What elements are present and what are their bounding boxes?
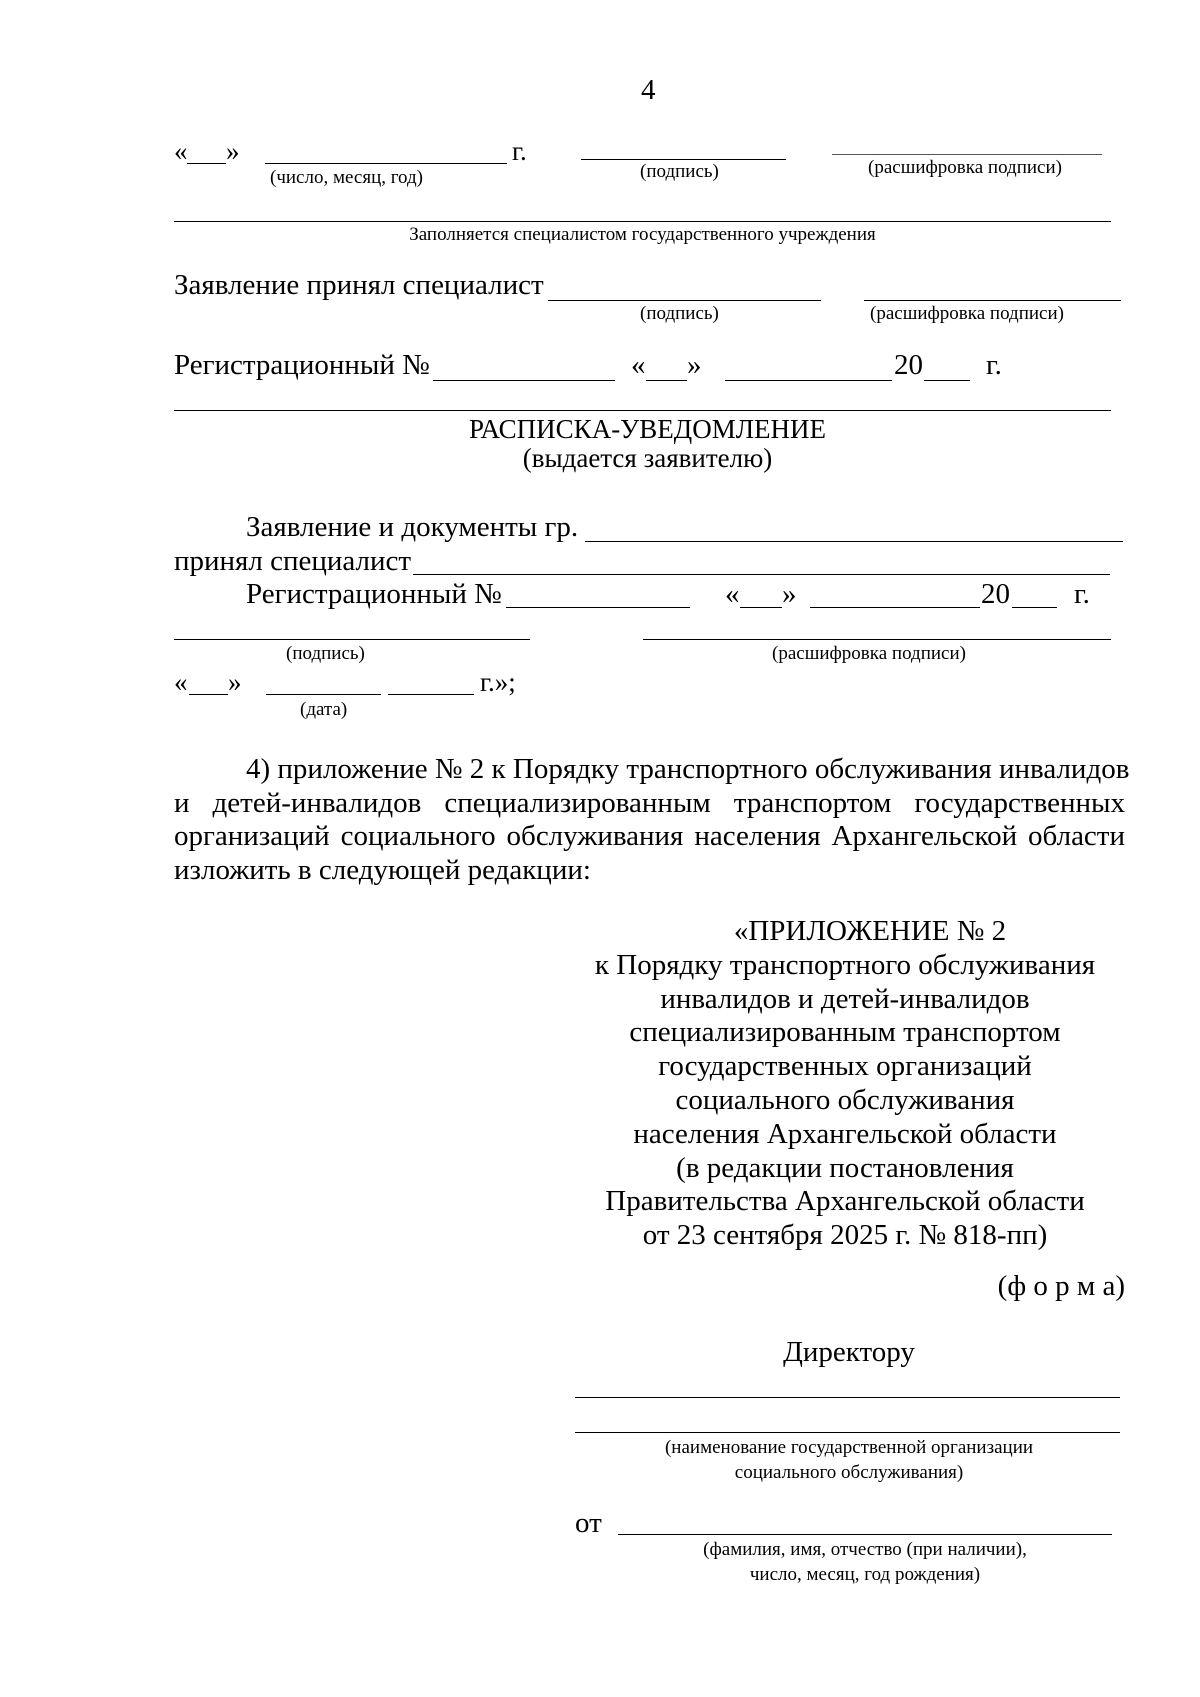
day-blank (187, 163, 226, 164)
separator-line (174, 221, 1111, 222)
appendix-line-4: специализированным транспортом (629, 1016, 1061, 1049)
org-name-blank (575, 1432, 1120, 1433)
signature-blank (581, 159, 786, 160)
specialist-decode-caption: (расшифровка подписи) (870, 303, 1064, 324)
amendment-line-3: организаций социального обслуживания населения Архангельской области (174, 820, 1125, 852)
receipt-reg-label: Регистрационный № (246, 578, 502, 610)
receipt-date-quote-open: « (174, 667, 188, 697)
receipt-signature-caption: (подпись) (286, 643, 365, 664)
receipt-quote-open: « (725, 578, 740, 610)
receipt-signature-blank (174, 639, 530, 640)
amendment-line-2: и детей-инвалидов специализированным транспортом государственных (174, 786, 1125, 819)
decode-blank (832, 154, 1102, 155)
appendix-line-7: населения Архангельской области (633, 1117, 1057, 1150)
addressee-title: Директору (783, 1336, 915, 1368)
separator-line-2 (174, 410, 1111, 411)
appendix-line-10: от 23 сентября 2025 г. № 818-пп) (642, 1219, 1048, 1252)
receipt-reg-number-blank (506, 607, 690, 608)
quote-open: « (174, 136, 188, 166)
specialist-section-header: Заполняется специалистом государственного учреждения (409, 224, 876, 245)
receipt-date-day-blank (189, 694, 228, 695)
reg-year-suffix: г. (986, 349, 1002, 381)
applicant-name-blank (585, 541, 1123, 542)
receipt-line2-label: принял специалист (174, 545, 412, 577)
receipt-date-suffix: г.»; (480, 667, 516, 697)
specialist-decode-blank (864, 300, 1121, 301)
signature-caption: (подпись) (640, 161, 719, 182)
person-caption-line1: (фамилия, имя, отчество (при наличии), (703, 1539, 1027, 1560)
page-number: 4 (641, 74, 656, 106)
reg-year-blank (924, 380, 970, 381)
receipt-year-prefix: 20 (981, 578, 1010, 610)
applicant-blank (618, 1534, 1112, 1535)
receipt-title: РАСПИСКА-УВЕДОМЛЕНИЕ (468, 414, 827, 444)
quote-close: » (226, 136, 240, 166)
appendix-line-6: социального обслуживания (675, 1083, 1015, 1116)
specialist-signature-caption: (подпись) (640, 303, 719, 324)
decode-caption: (расшифровка подписи) (868, 157, 1062, 178)
date-caption: (число, месяц, год) (270, 167, 424, 188)
accepted-label: Заявление принял специалист (174, 269, 544, 301)
receipt-year-blank (1012, 607, 1057, 608)
director-name-blank (575, 1397, 1120, 1398)
receipt-decode-caption: (расшифровка подписи) (772, 643, 966, 664)
receipt-decode-blank (643, 639, 1111, 640)
appendix-line-8: (в редакции постановления (676, 1151, 1014, 1184)
receipt-line1-label: Заявление и документы гр. (246, 511, 579, 543)
person-caption-line2: число, месяц, год рождения) (749, 1564, 981, 1585)
receipt-date-year-blank (388, 694, 474, 695)
form-label: (ф о р м а) (997, 1270, 1125, 1302)
month-year-blank (265, 163, 507, 164)
org-caption-line2: социального обслуживания) (734, 1462, 964, 1483)
specialist-signature-blank (548, 300, 821, 301)
receipt-month-blank (810, 607, 980, 608)
reg-label: Регистрационный № (174, 349, 430, 381)
receipt-specialist-blank (413, 574, 1110, 575)
reg-quote-open: « (631, 349, 646, 381)
org-caption-line1: (наименование государственной организации (664, 1437, 1034, 1458)
from-label: от (575, 1507, 602, 1539)
reg-month-blank (725, 380, 892, 381)
reg-number-blank (433, 380, 615, 381)
appendix-line-3: инвалидов и детей-инвалидов (660, 982, 1030, 1015)
appendix-line-1: «ПРИЛОЖЕНИЕ № 2 (733, 915, 1007, 947)
receipt-year-suffix: г. (1074, 578, 1090, 610)
amendment-line-1: 4) приложение № 2 к Порядку транспортного обслуживания инвалидов (246, 753, 1130, 785)
receipt-date-month-blank (266, 694, 381, 695)
receipt-date-quote-close: » (228, 667, 242, 697)
reg-year-prefix: 20 (894, 349, 923, 381)
year-suffix: г. (512, 136, 527, 166)
reg-day-blank (646, 380, 687, 381)
appendix-line-9: Правительства Архангельской области (605, 1185, 1085, 1218)
appendix-line-2: к Порядку транспортного обслуживания (594, 948, 1096, 981)
amendment-paragraph (174, 753, 1130, 887)
amendment-line-4: изложить в следующей редакции: (174, 853, 591, 886)
receipt-quote-close: » (782, 578, 797, 610)
receipt-subtitle: (выдается заявителю) (522, 443, 773, 473)
receipt-day-blank (740, 607, 782, 608)
receipt-date-caption: (дата) (300, 699, 348, 720)
appendix-header (560, 915, 1130, 1253)
reg-quote-close: » (687, 349, 702, 381)
appendix-line-5: государственных организаций (658, 1050, 1032, 1083)
